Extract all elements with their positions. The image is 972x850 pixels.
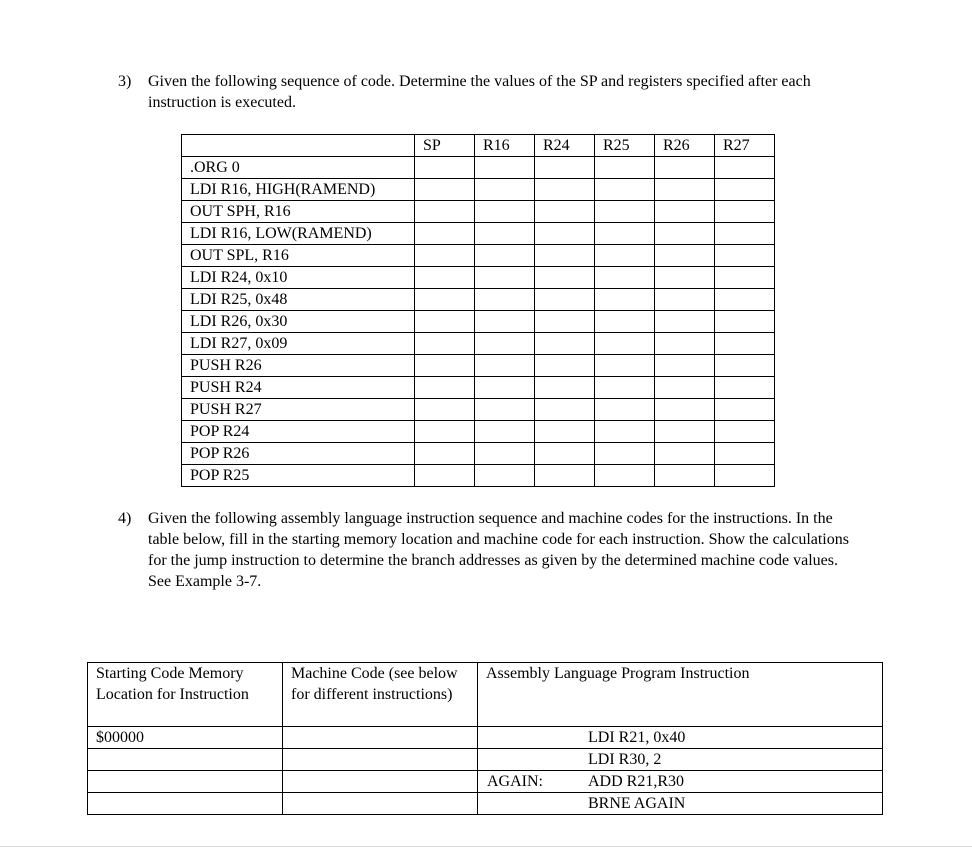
instruction-cell: .ORG 0 xyxy=(182,157,415,179)
register-value-cell[interactable] xyxy=(535,465,595,487)
instruction-cell: LDI R16, HIGH(RAMEND) xyxy=(182,179,415,201)
page-bottom-divider xyxy=(0,846,972,847)
register-value-cell[interactable] xyxy=(535,421,595,443)
table-row xyxy=(182,157,775,179)
register-value-cell[interactable] xyxy=(415,157,475,179)
register-value-cell[interactable] xyxy=(715,179,775,201)
register-value-cell[interactable] xyxy=(655,201,715,223)
register-value-cell[interactable] xyxy=(715,289,775,311)
assembly-cell xyxy=(478,749,883,771)
table-row xyxy=(182,201,775,223)
register-value-cell[interactable] xyxy=(415,421,475,443)
register-value-cell[interactable] xyxy=(595,245,655,267)
table-row xyxy=(182,443,775,465)
register-value-cell[interactable] xyxy=(715,201,775,223)
register-value-cell[interactable] xyxy=(655,311,715,333)
register-value-cell[interactable] xyxy=(475,223,535,245)
memory-location-cell[interactable]: $00000 xyxy=(88,727,283,749)
register-value-cell[interactable] xyxy=(475,179,535,201)
table-row xyxy=(182,355,775,377)
register-value-cell[interactable] xyxy=(715,465,775,487)
register-value-cell[interactable] xyxy=(535,223,595,245)
register-value-cell[interactable] xyxy=(595,179,655,201)
question-4-text: Given the following assembly language instruction sequence and machine codes for the instructions. In the table below, fill in the starting memory location and machine code for each instruction. Show the calculations for the jump instruction to determine the branch addresses as given by the determined machine code values. See Example 3-7. xyxy=(148,510,849,590)
register-value-cell[interactable] xyxy=(595,267,655,289)
assembly-cell xyxy=(478,727,883,749)
register-value-cell[interactable] xyxy=(415,355,475,377)
register-value-cell[interactable] xyxy=(595,399,655,421)
register-value-cell[interactable] xyxy=(475,443,535,465)
table-row xyxy=(88,749,883,771)
instruction-cell: POP R26 xyxy=(182,443,415,465)
register-value-cell[interactable] xyxy=(535,267,595,289)
table-row xyxy=(88,771,883,793)
sp-table-header-row xyxy=(182,135,775,157)
register-value-cell[interactable] xyxy=(655,179,715,201)
register-value-cell[interactable] xyxy=(655,399,715,421)
instruction-cell: POP R24 xyxy=(182,421,415,443)
register-value-cell[interactable] xyxy=(715,377,775,399)
register-value-cell[interactable] xyxy=(655,333,715,355)
register-value-cell[interactable] xyxy=(475,377,535,399)
header-r27: R27 xyxy=(715,135,775,157)
asm-instruction: LDI R21, 0x40 xyxy=(588,729,686,746)
header-sp: SP xyxy=(415,135,475,157)
register-value-cell[interactable] xyxy=(715,443,775,465)
register-value-cell[interactable] xyxy=(415,289,475,311)
register-value-cell[interactable] xyxy=(475,157,535,179)
header-machine-code: Machine Code (see below for different instructions) xyxy=(283,663,478,727)
register-value-cell[interactable] xyxy=(415,201,475,223)
header-r26: R26 xyxy=(655,135,715,157)
register-value-cell[interactable] xyxy=(715,245,775,267)
register-value-cell[interactable] xyxy=(415,179,475,201)
register-value-cell[interactable] xyxy=(535,399,595,421)
register-value-cell[interactable] xyxy=(655,443,715,465)
instruction-cell: PUSH R27 xyxy=(182,399,415,421)
instruction-header-cell xyxy=(182,135,415,157)
table-row xyxy=(182,223,775,245)
register-value-cell[interactable] xyxy=(715,421,775,443)
register-value-cell[interactable] xyxy=(715,267,775,289)
register-value-cell[interactable] xyxy=(655,157,715,179)
instruction-cell: POP R25 xyxy=(182,465,415,487)
register-value-cell[interactable] xyxy=(415,465,475,487)
register-value-cell[interactable] xyxy=(655,355,715,377)
register-value-cell[interactable] xyxy=(535,377,595,399)
register-value-cell[interactable] xyxy=(535,311,595,333)
register-value-cell[interactable] xyxy=(595,421,655,443)
machine-code-table xyxy=(87,662,883,815)
register-value-cell[interactable] xyxy=(655,267,715,289)
table-row xyxy=(182,333,775,355)
table-row xyxy=(182,289,775,311)
register-value-cell[interactable] xyxy=(715,223,775,245)
register-value-cell[interactable] xyxy=(475,355,535,377)
register-value-cell[interactable] xyxy=(715,355,775,377)
register-value-cell[interactable] xyxy=(655,465,715,487)
sp-table-body xyxy=(182,157,775,487)
register-value-cell[interactable] xyxy=(475,421,535,443)
register-value-cell[interactable] xyxy=(595,289,655,311)
assembly-cell xyxy=(478,771,883,793)
memory-location-cell[interactable] xyxy=(88,793,283,815)
register-value-cell[interactable] xyxy=(535,333,595,355)
register-value-cell[interactable] xyxy=(415,399,475,421)
register-value-cell[interactable] xyxy=(475,311,535,333)
machine-code-cell[interactable] xyxy=(283,771,478,793)
mc-table-header-row xyxy=(88,663,883,727)
instruction-cell: OUT SPL, R16 xyxy=(182,245,415,267)
table-row xyxy=(182,267,775,289)
table-row xyxy=(88,793,883,815)
register-value-cell[interactable] xyxy=(415,377,475,399)
register-value-cell[interactable] xyxy=(535,443,595,465)
memory-location-cell[interactable] xyxy=(88,771,283,793)
register-value-cell[interactable] xyxy=(595,333,655,355)
register-value-cell[interactable] xyxy=(415,311,475,333)
instruction-cell: LDI R16, LOW(RAMEND) xyxy=(182,223,415,245)
register-value-cell[interactable] xyxy=(535,201,595,223)
instruction-cell: LDI R27, 0x09 xyxy=(182,333,415,355)
register-value-cell[interactable] xyxy=(655,377,715,399)
machine-code-cell[interactable] xyxy=(283,727,478,749)
machine-code-cell[interactable] xyxy=(283,793,478,815)
assembly-cell xyxy=(478,793,883,815)
register-value-cell[interactable] xyxy=(595,157,655,179)
register-value-cell[interactable] xyxy=(535,289,595,311)
register-value-cell[interactable] xyxy=(475,333,535,355)
memory-location-cell[interactable] xyxy=(88,749,283,771)
register-value-cell[interactable] xyxy=(715,157,775,179)
stack-pointer-table xyxy=(181,134,775,487)
register-value-cell[interactable] xyxy=(475,267,535,289)
instruction-cell: LDI R24, 0x10 xyxy=(182,267,415,289)
register-value-cell[interactable] xyxy=(535,157,595,179)
asm-instruction: ADD R21,R30 xyxy=(588,773,685,790)
table-row xyxy=(182,311,775,333)
register-value-cell[interactable] xyxy=(715,311,775,333)
asm-instruction: LDI R30, 2 xyxy=(588,751,662,768)
register-value-cell[interactable] xyxy=(595,443,655,465)
table-row xyxy=(182,245,775,267)
table-row xyxy=(88,727,883,749)
register-value-cell[interactable] xyxy=(415,245,475,267)
register-value-cell[interactable] xyxy=(475,245,535,267)
header-assembly-instruction: Assembly Language Program Instruction xyxy=(478,663,883,727)
register-value-cell[interactable] xyxy=(715,333,775,355)
table-row xyxy=(182,399,775,421)
register-value-cell[interactable] xyxy=(535,355,595,377)
register-value-cell[interactable] xyxy=(475,289,535,311)
table-row xyxy=(182,465,775,487)
register-value-cell[interactable] xyxy=(595,355,655,377)
register-value-cell[interactable] xyxy=(535,245,595,267)
instruction-cell: OUT SPH, R16 xyxy=(182,201,415,223)
instruction-cell: PUSH R24 xyxy=(182,377,415,399)
register-value-cell[interactable] xyxy=(595,465,655,487)
asm-instruction: BRNE AGAIN xyxy=(588,795,686,812)
register-value-cell[interactable] xyxy=(655,223,715,245)
register-value-cell[interactable] xyxy=(595,377,655,399)
register-value-cell[interactable] xyxy=(715,399,775,421)
machine-code-cell[interactable] xyxy=(283,749,478,771)
register-value-cell[interactable] xyxy=(475,201,535,223)
register-value-cell[interactable] xyxy=(415,443,475,465)
register-value-cell[interactable] xyxy=(655,245,715,267)
register-value-cell[interactable] xyxy=(595,201,655,223)
table-row xyxy=(182,179,775,201)
header-r16: R16 xyxy=(475,135,535,157)
question-3-text: Given the following sequence of code. Determine the values of the SP and registers specified after each instruction is executed. xyxy=(148,73,811,111)
register-value-cell[interactable] xyxy=(415,267,475,289)
table-row xyxy=(182,421,775,443)
register-value-cell[interactable] xyxy=(475,465,535,487)
instruction-cell: LDI R25, 0x48 xyxy=(182,289,415,311)
question-4-number: 4) xyxy=(118,510,132,527)
question-3-number: 3) xyxy=(118,73,132,90)
register-value-cell[interactable] xyxy=(415,333,475,355)
header-r24: R24 xyxy=(535,135,595,157)
register-value-cell[interactable] xyxy=(595,223,655,245)
header-memory-location: Starting Code Memory Location for Instruction xyxy=(88,663,283,727)
register-value-cell[interactable] xyxy=(655,289,715,311)
register-value-cell[interactable] xyxy=(475,399,535,421)
register-value-cell[interactable] xyxy=(655,421,715,443)
table-row xyxy=(182,377,775,399)
register-value-cell[interactable] xyxy=(415,223,475,245)
instruction-cell: LDI R26, 0x30 xyxy=(182,311,415,333)
register-value-cell[interactable] xyxy=(535,179,595,201)
asm-label-again: AGAIN: xyxy=(487,773,543,790)
instruction-cell: PUSH R26 xyxy=(182,355,415,377)
register-value-cell[interactable] xyxy=(595,311,655,333)
header-r25: R25 xyxy=(595,135,655,157)
